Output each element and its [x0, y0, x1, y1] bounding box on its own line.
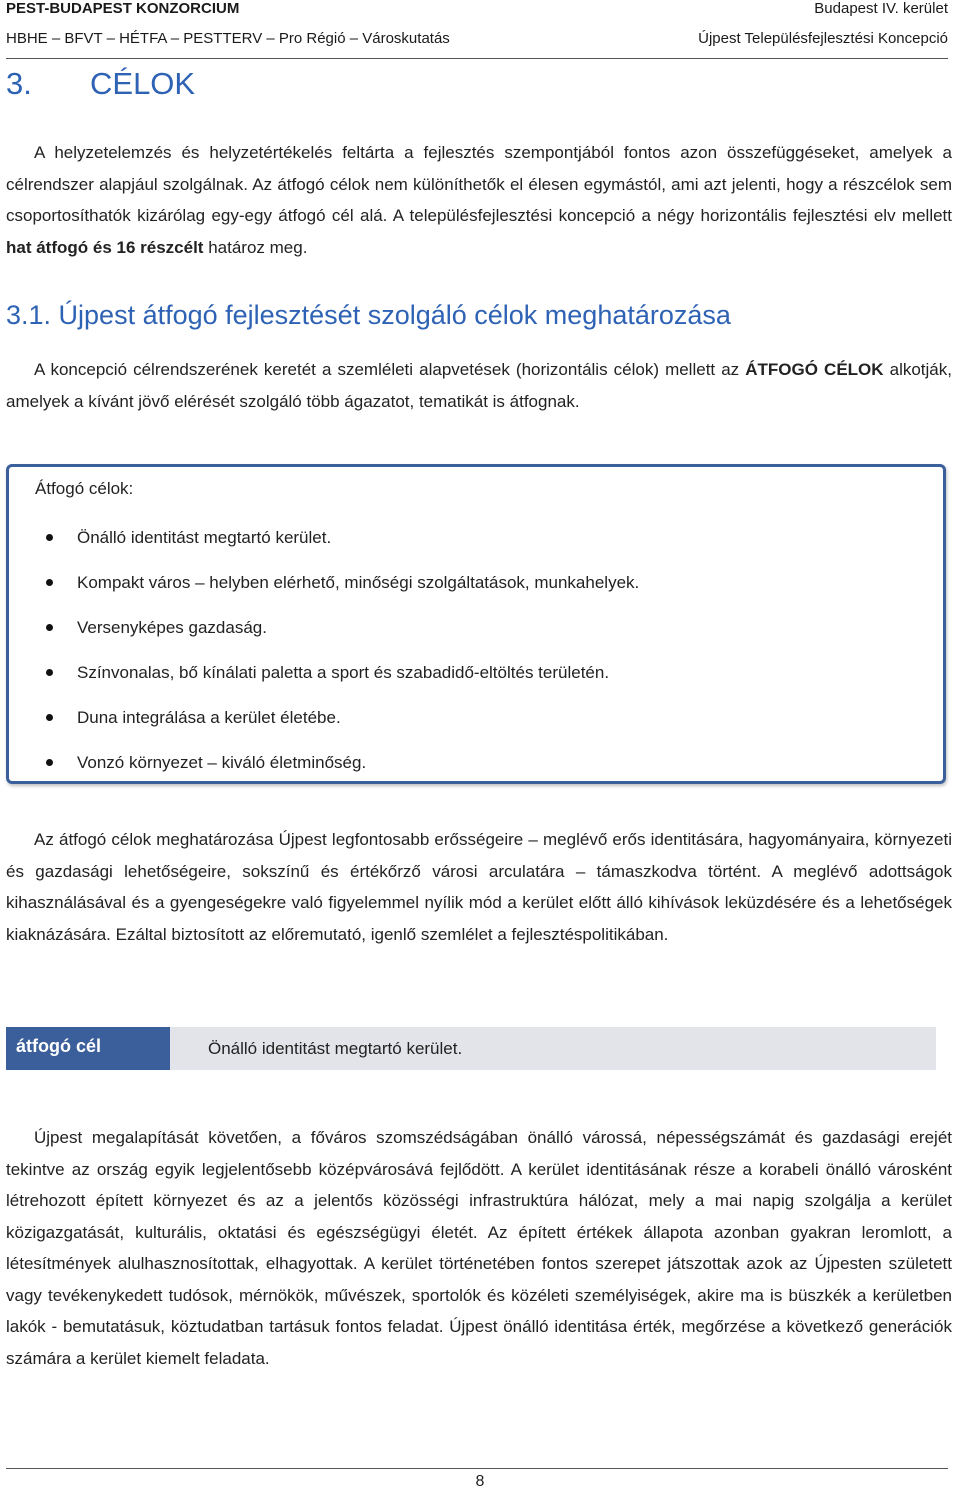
goals-box-title: Átfogó célok: [35, 479, 134, 498]
intro-paragraph [6, 137, 952, 263]
goal-banner-tag: átfogó cél [6, 1027, 170, 1070]
header-divider [6, 58, 948, 59]
header-doc-title: Újpest Településfejlesztési Koncepció [698, 30, 948, 47]
bullet-icon [46, 579, 53, 586]
section-heading [6, 66, 195, 102]
page-header-bottom [6, 30, 948, 50]
page-header-top [6, 0, 948, 20]
bullet-icon [46, 714, 53, 721]
goal-item: Vonzó környezet – kiváló életminőség. [9, 740, 639, 785]
goal-banner [6, 1027, 936, 1070]
goal-item: Önálló identitást megtartó kerület. [9, 515, 639, 560]
header-org: PEST-BUDAPEST KONZORCIUM [6, 0, 240, 17]
header-partners: HBHE – BFVT – HÉTFA – PESTTERV – Pro Régió – Városkutatás [6, 30, 450, 47]
bullet-icon [46, 534, 53, 541]
bullet-icon [46, 759, 53, 766]
goals-rationale-text: Az átfogó célok meghatározása Újpest legfontosabb erősségeire – meglévő erős identitására, hagyományaira, környezeti és gazdasági lehetőségeire, sokszínű és értékőrző városi arculatára – támaszkodva történt. A meglévő adottságok kihasználásával és a gyengeségekre való figyelemmel nyílik mód a kerület előtt álló kihívások leküzdésére és a lehetőségek kiaknázására. Ezáltal biztosított az előremutató, igenlő szemlélet a fejlesztéspolitikában. [6, 830, 952, 944]
framework-bold: ÁTFOGÓ CÉLOK [745, 360, 884, 379]
footer-divider [6, 1468, 948, 1469]
bullet-icon [46, 624, 53, 631]
section-number: 3. [6, 66, 32, 101]
goals-rationale-paragraph [6, 824, 952, 950]
goal-item: Színvonalas, bő kínálati paletta a sport és szabadidő-eltöltés területén. [9, 650, 639, 695]
intro-text-1: A helyzetelemzés és helyzetértékelés feltárta a fejlesztés szempontjából fontos azon összefüggéseket, amelyek a célrendszer alapjául szolgálnak. Az átfogó célok nem különíthetők el élesen egymástól, ami azt jelenti, hogy a részcélok sem csoportosíthatók kizárólag egy-egy átfogó cél alá. A településfejlesztési koncepció a négy horizontális fejlesztési elv mellett [6, 143, 952, 225]
framework-text-1: A koncepció célrendszerének keretét a szemléleti alapvetések (horizontális célok) mellett az [34, 360, 746, 379]
goal-banner-text: Önálló identitást megtartó kerület. [208, 1039, 463, 1058]
section-title: CÉLOK [90, 66, 196, 101]
identity-paragraph [6, 1122, 952, 1374]
goals-box [6, 464, 946, 784]
identity-text: Újpest megalapítását követően, a főváros szomszédságában önálló várossá, népességszámát és gazdasági erejét tekintve az ország egyik legjelentősebb középvárosává fejlődött. A kerület identitásának része a korabeli önálló városként létrehozott épített környezet és az a jelentős közösségi infrastruktúra hálózat, mely a mai napig szolgálja a kerület közigazgatását, kulturális, oktatási és egészségügyi életét. Az épített értékek állapota azonban gyakran leromlott, a létesítmények alulhasznosítottak, elhagyottak. A kerület történetében fontos szerepet játszottak azok az Újpesten született vagy tevékenykedett tudósok, mérnökök, művészek, sportolók és közéleti személyiségek, akire ma is büszkék a kerületben lakók - bemutatásuk, köztudatban tartásuk fontos feladat. Újpest önálló identitása érték, megőrzése a következő generációk számára a kerület kiemelt feladata. [6, 1128, 952, 1368]
framework-text-2: alkotják, amelyek a kívánt jövő elérését szolgáló több ágazatot, tematikát is átfognak. [6, 360, 952, 411]
framework-paragraph [6, 354, 952, 417]
header-district: Budapest IV. kerület [814, 0, 948, 17]
intro-bold: hat átfogó és 16 részcélt [6, 237, 204, 257]
goal-item: Kompakt város – helyben elérhető, minőségi szolgáltatások, munkahelyek. [9, 560, 639, 605]
page-number: 8 [475, 1473, 485, 1490]
goal-item: Duna integrálása a kerület életébe. [9, 695, 639, 740]
subsection-heading: 3.1. Újpest átfogó fejlesztését szolgáló célok meghatározása [6, 300, 731, 330]
goal-item: Versenyképes gazdaság. [9, 605, 639, 650]
intro-text-2: határoz meg. [203, 237, 308, 257]
bullet-icon [46, 669, 53, 676]
goals-list [9, 515, 639, 785]
